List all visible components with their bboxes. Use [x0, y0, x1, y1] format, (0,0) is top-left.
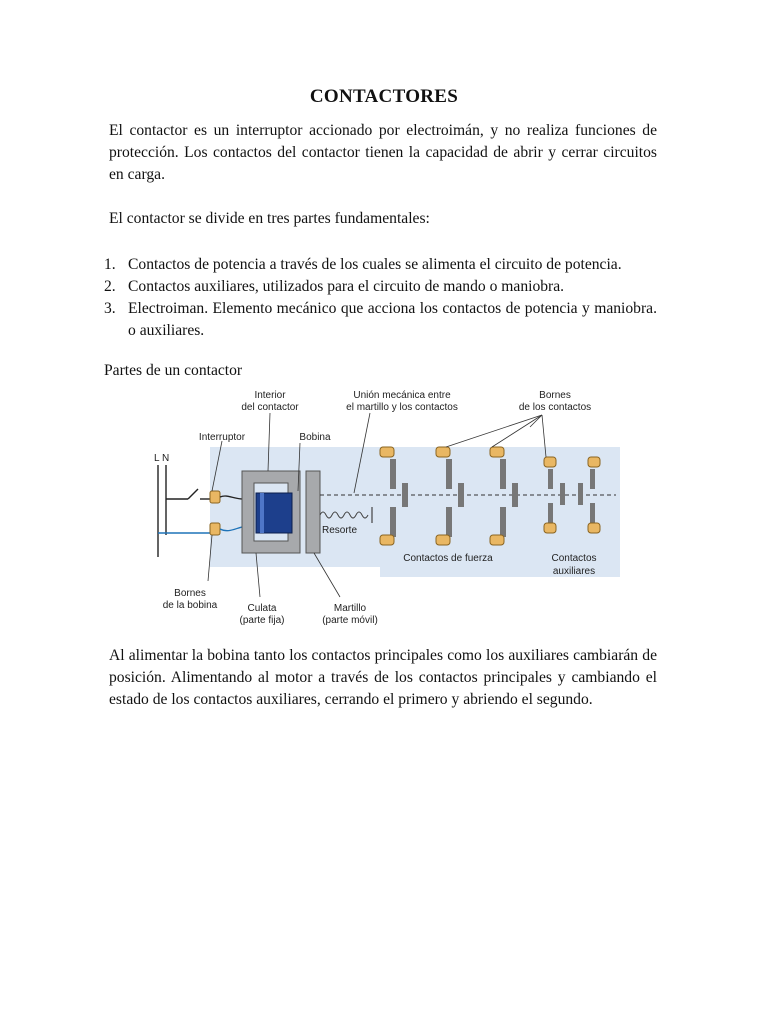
list-number: 1. — [104, 256, 116, 273]
conclusion-paragraph: Al alimentar la bobina tanto los contactos principales como los auxiliares cambiarán de posición. Alimentando al motor a través de los contactos principales y cambiando el estado de los contactos auxiliares, cerrando el primero y abriendo el segundo. — [109, 647, 657, 708]
list-item — [104, 254, 657, 276]
label-martillo-1: Martillo — [333, 603, 367, 614]
coil-terminal-bottom — [210, 523, 220, 535]
list-number: 3. — [104, 300, 116, 317]
label-bobina: Bobina — [299, 432, 331, 443]
list-text: Contactos auxiliares, utilizados para el circuito de mando o maniobra. — [128, 278, 565, 295]
label-bornes-contactos-2: de los contactos — [518, 402, 592, 413]
list-number: 2. — [104, 278, 116, 295]
label-resorte: Resorte — [322, 525, 358, 536]
label-contactos-fuerza: Contactos de fuerza — [403, 553, 493, 564]
list-item — [104, 298, 657, 342]
label-interruptor: Interruptor — [198, 432, 246, 443]
label-union-2: el martillo y los contactos — [346, 402, 458, 413]
list-text: Electroiman. Elemento mecánico que acciona los contactos de potencia y maniobra. o auxiliares. — [128, 300, 657, 339]
contactor-diagram — [150, 385, 620, 635]
martillo-hammer — [306, 471, 320, 553]
label-contactos-aux-1: Contactos — [551, 553, 597, 564]
label-bornes-bobina-2: de la bobina — [162, 600, 218, 611]
label-bornes-bobina-1: Bornes — [174, 588, 206, 599]
page-title: CONTACTORES — [309, 86, 459, 107]
list-item — [104, 276, 657, 298]
label-ln: L N — [154, 453, 170, 464]
label-interior-2: del contactor — [241, 402, 299, 413]
figure-caption: Partes de un contactor — [104, 362, 243, 379]
label-contactos-aux-2: auxiliares — [552, 566, 596, 577]
intro-paragraph: El contactor es un interruptor accionado por electroimán, y no realiza funciones de protección. Los contactos del contactor tienen la capacidad de abrir y cerrar circuitos en carga. — [109, 122, 657, 183]
list-text: Contactos de potencia a través de los cuales se alimenta el circuito de potencia. — [128, 256, 622, 273]
label-culata-1: Culata — [247, 603, 277, 614]
coil-terminal-top — [210, 491, 220, 503]
interruptor-switch — [188, 489, 198, 499]
coil-highlight — [260, 493, 264, 533]
label-interior-1: Interior — [254, 390, 286, 401]
division-paragraph: El contactor se divide en tres partes fundamentales: — [109, 210, 430, 227]
label-martillo-2: (parte móvil) — [322, 615, 378, 626]
label-union-1: Unión mecánica entre — [353, 390, 451, 401]
label-culata-2: (parte fija) — [239, 615, 285, 626]
label-bornes-contactos-1: Bornes — [539, 390, 571, 401]
parts-list — [104, 254, 657, 342]
